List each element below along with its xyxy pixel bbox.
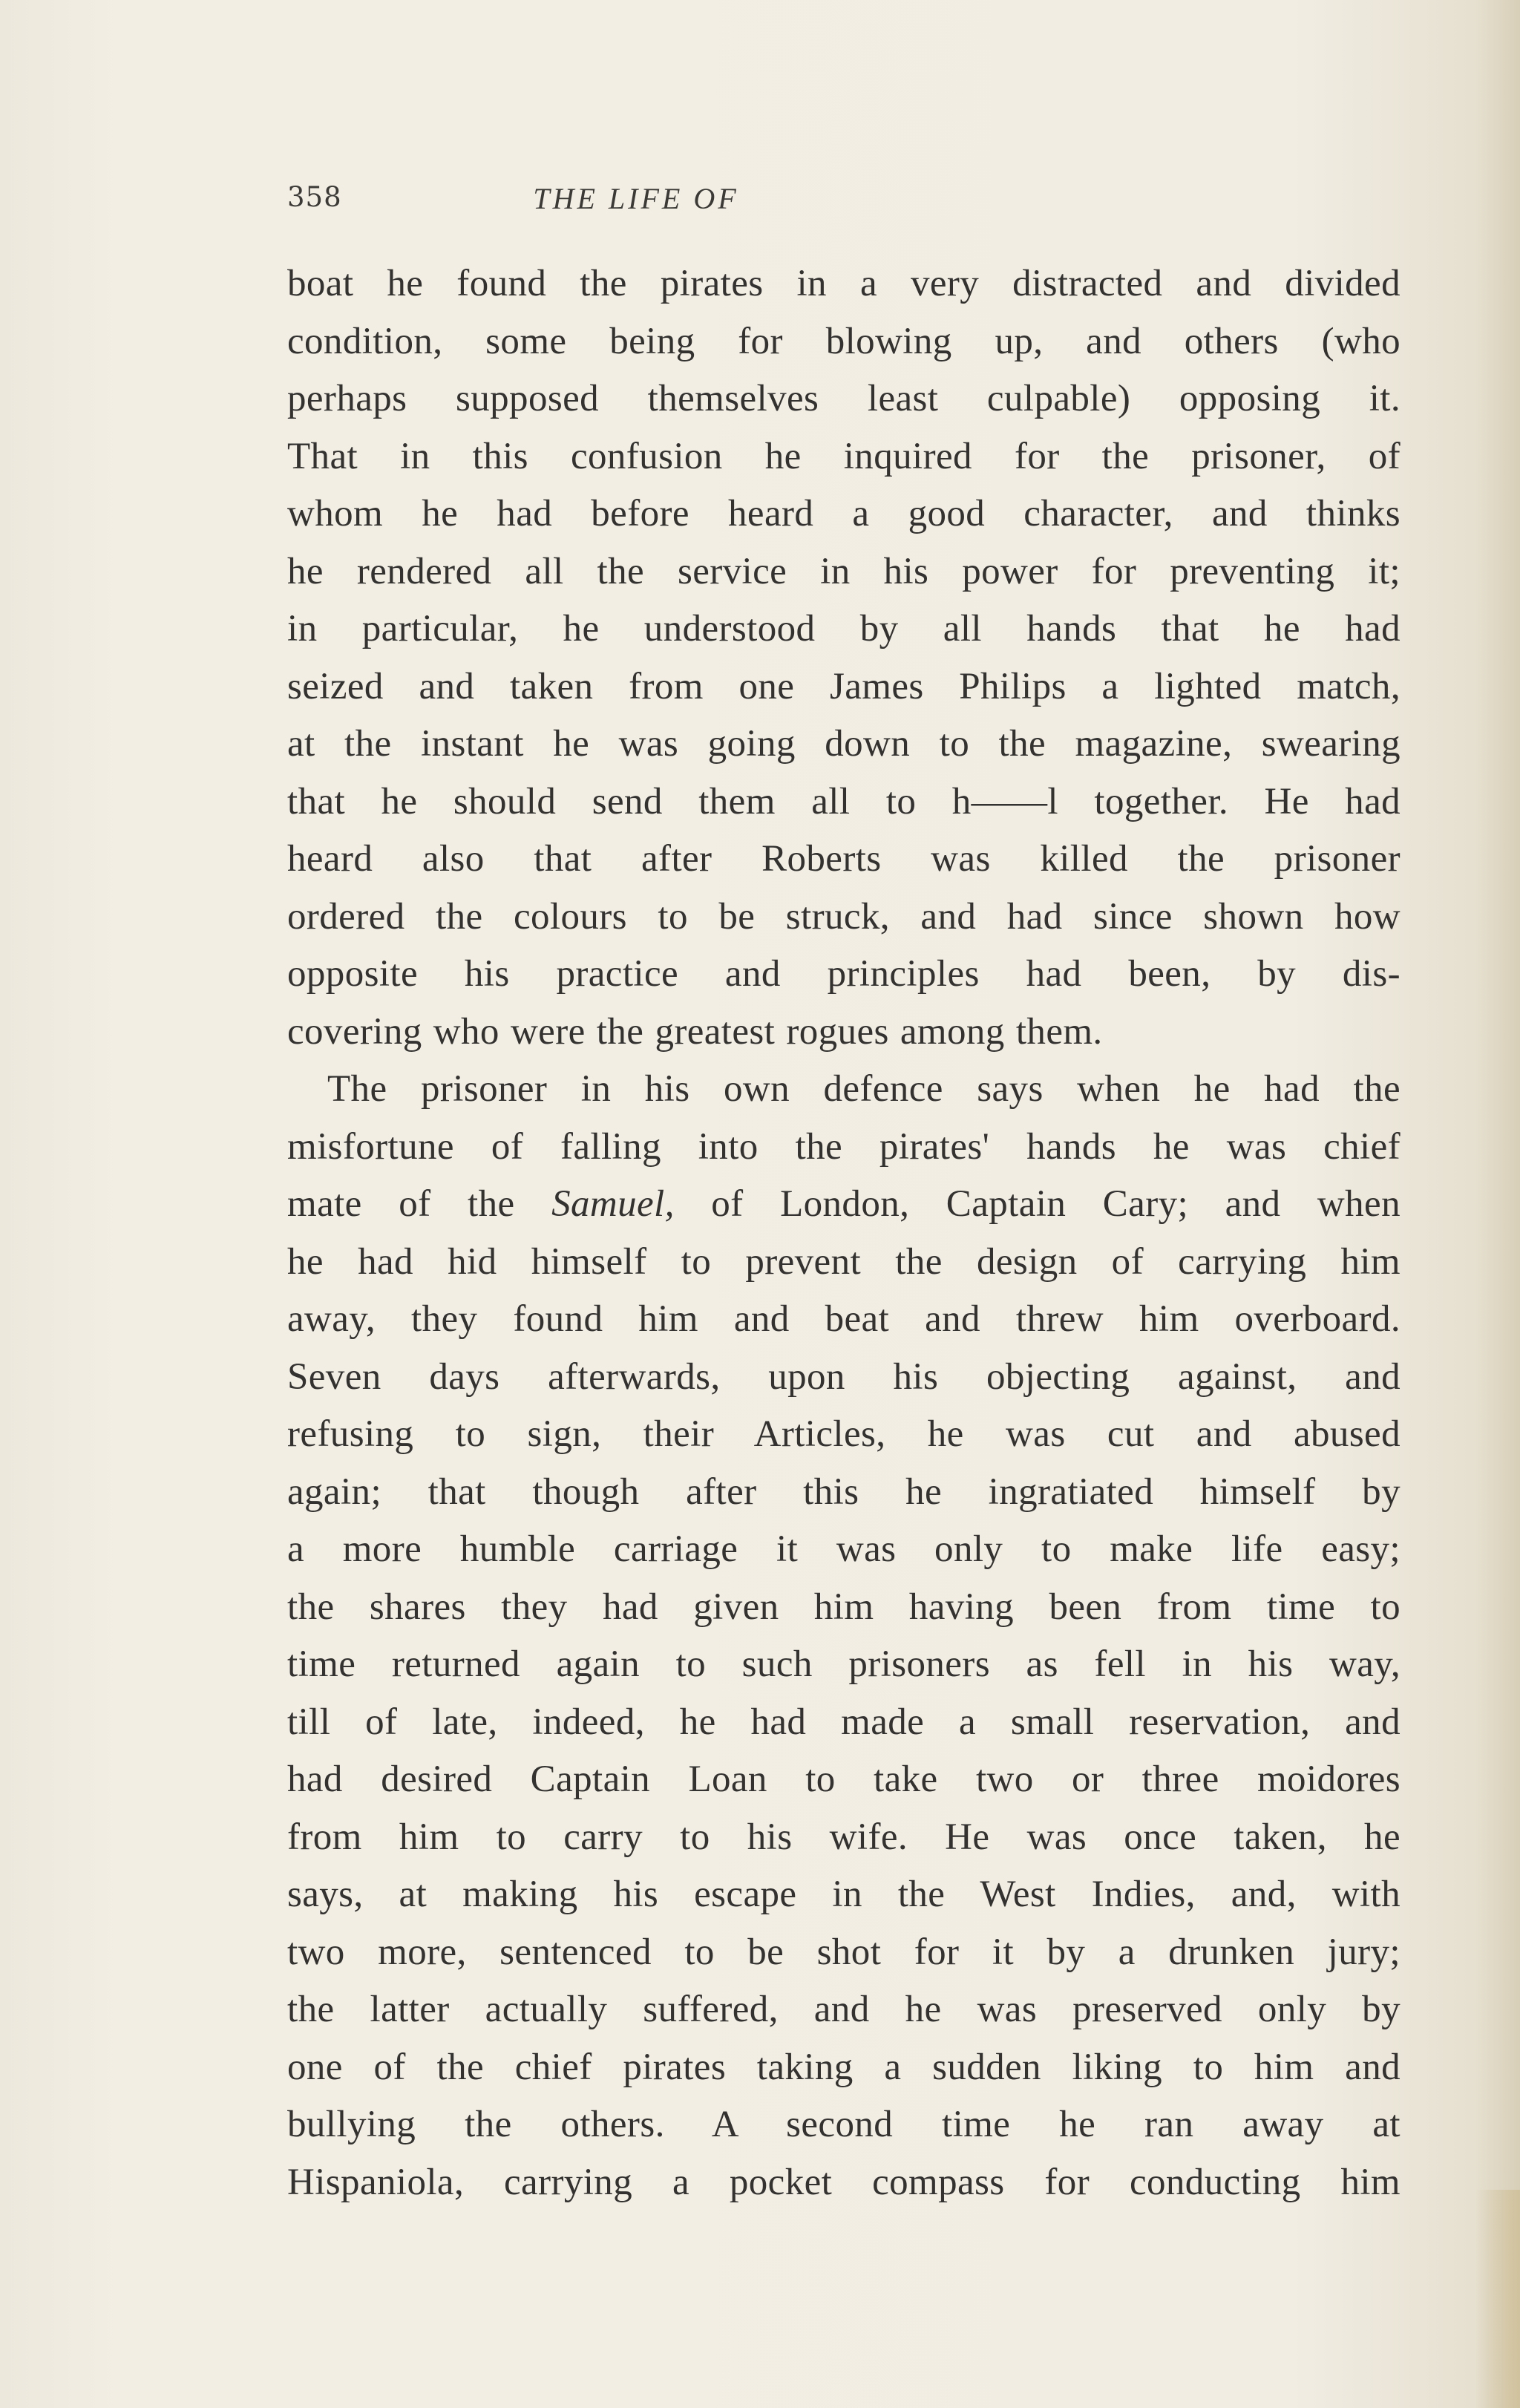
text-line: says, at making his escape in the West Indies, and, with <box>287 1874 1401 1915</box>
text-line <box>287 1176 1401 1234</box>
running-head: THE LIFE OF <box>533 182 739 215</box>
text-line: time returned again to such prisoners as fell in his way, <box>287 1643 1401 1685</box>
text-line: till of late, indeed, he had made a small reservation, and <box>287 1701 1401 1743</box>
text-line: in particular, he understood by all hands that he had <box>287 608 1401 650</box>
text-line: a more humble carriage it was only to make life easy; <box>287 1528 1401 1570</box>
text-line: condition, some being for blowing up, and others (who <box>287 320 1401 362</box>
paragraph-1 <box>287 255 1401 1061</box>
page-header <box>287 181 985 226</box>
text-line: opposite his practice and principles had been, by dis- <box>287 953 1401 995</box>
text-line: had desired Captain Loan to take two or three moidores <box>287 1758 1401 1800</box>
text-line: ordered the colours to be struck, and had since shown how <box>287 895 1401 938</box>
text-line: boat he found the pirates in a very distracted and divided <box>287 263 1401 304</box>
text-line: heard also that after Roberts was killed the prisoner <box>287 838 1401 880</box>
text-line: from him to carry to his wife. He was once taken, he <box>287 1816 1401 1858</box>
text-line: covering who were the greatest rogues among them. <box>287 1010 1103 1053</box>
text-line: whom he had before heard a good character, and thinks <box>287 493 1401 534</box>
text-line: That in this confusion he inquired for the prisoner, of <box>287 435 1401 477</box>
text-line: the latter actually suffered, and he was preserved only by <box>287 1989 1401 2030</box>
text-line: perhaps supposed themselves least culpable) opposing it. <box>287 378 1401 419</box>
text-line: at the instant he was going down to the magazine, swearing <box>287 723 1401 765</box>
text-line: he rendered all the service in his power for preventing it; <box>287 550 1401 592</box>
paragraph-2 <box>287 1061 1401 2211</box>
text-line: that he should send them all to h——l together. He had <box>287 780 1401 822</box>
text-line: away, they found him and beat and threw him overboard. <box>287 1298 1401 1340</box>
body-text <box>287 255 1401 2211</box>
text-line: two more, sentenced to be shot for it by a drunken jury; <box>287 1931 1401 1973</box>
text-line: refusing to sign, their Articles, he was cut and abused <box>287 1413 1401 1455</box>
page-edge-shadow <box>1475 2190 1520 2408</box>
page-number: 358 <box>287 181 342 213</box>
text-line: Hispaniola, carrying a pocket compass for conducting him <box>287 2161 1401 2203</box>
text-line: Seven days afterwards, upon his objecting against, and <box>287 1355 1401 1398</box>
text-line: bullying the others. A second time he ran away at <box>287 2104 1401 2145</box>
text-line: one of the chief pirates taking a sudden liking to him and <box>287 2046 1401 2088</box>
text-line: The prisoner in his own defence says when he had the <box>327 1068 1401 1110</box>
text-line: the shares they had given him having been from time to <box>287 1586 1401 1628</box>
ship-name: Samuel, <box>551 1183 675 1225</box>
text-line: seized and taken from one James Philips a lighted match, <box>287 665 1401 707</box>
text-line: he had hid himself to prevent the design of carrying him <box>287 1240 1401 1283</box>
text-line: misfortune of falling into the pirates' hands he was chief <box>287 1125 1401 1168</box>
text-segment: mate of the <box>287 1183 552 1225</box>
text-line: again; that though after this he ingratiated himself by <box>287 1470 1401 1513</box>
text-segment: of London, Captain Cary; and when <box>674 1183 1401 1225</box>
